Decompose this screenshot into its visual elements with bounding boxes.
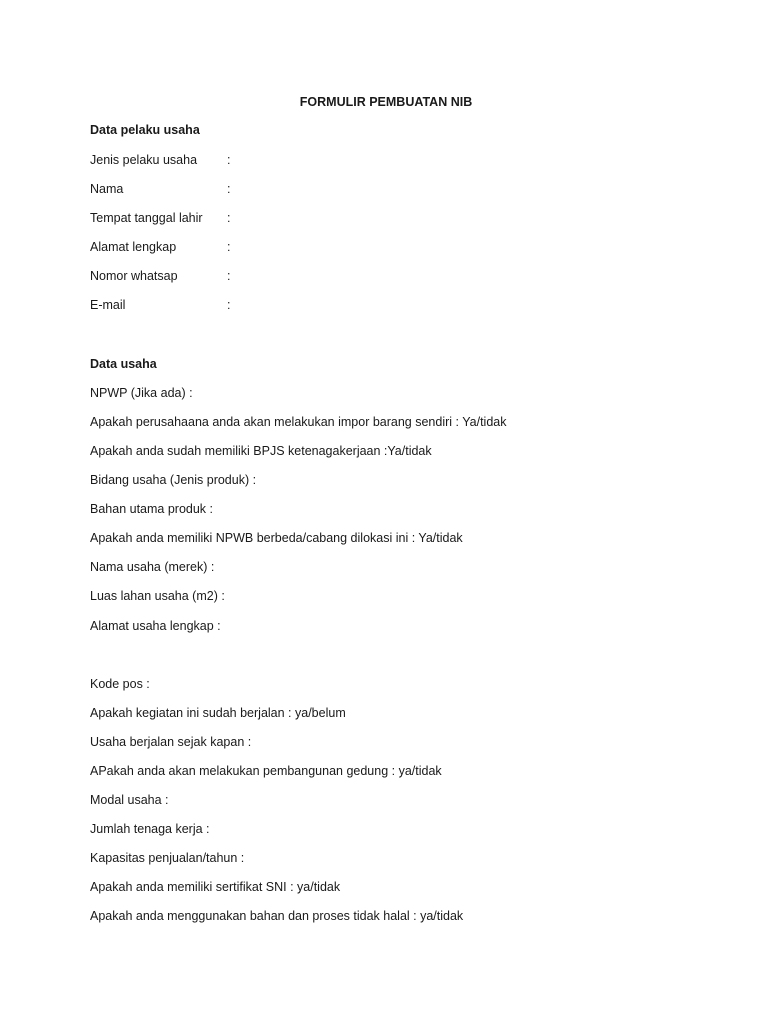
field-label: Nama (90, 182, 124, 196)
line-kode-pos: Kode pos : (90, 677, 150, 691)
line-berjalan-sejak: Usaha berjalan sejak kapan : (90, 735, 252, 749)
line-kegiatan-berjalan: Apakah kegiatan ini sudah berjalan : ya/belum (90, 706, 346, 720)
line-impor-barang: Apakah perusahaana anda akan melakukan impor barang sendiri : Ya/tidak (90, 415, 507, 429)
field-label: Jenis pelaku usaha (90, 153, 198, 167)
line-sertifikat-sni: Apakah anda memiliki sertifikat SNI : ya/tidak (90, 880, 341, 894)
line-tidak-halal: Apakah anda menggunakan bahan dan proses tidak halal : ya/tidak (90, 909, 464, 923)
field-separator: : (227, 240, 231, 254)
section-heading-data-usaha: Data usaha (90, 357, 157, 371)
line-alamat-usaha: Alamat usaha lengkap : (90, 619, 221, 633)
field-separator: : (227, 211, 231, 225)
line-luas-lahan: Luas lahan usaha (m2) : (90, 589, 225, 603)
field-separator: : (227, 182, 231, 196)
field-alamat-lengkap (90, 239, 230, 255)
field-label: Nomor whatsap (90, 269, 178, 283)
line-bidang-usaha: Bidang usaha (Jenis produk) : (90, 473, 257, 487)
line-modal-usaha: Modal usaha : (90, 793, 169, 807)
form-title: FORMULIR PEMBUATAN NIB (299, 95, 473, 109)
field-nama (90, 181, 230, 197)
section-heading-pelaku-usaha: Data pelaku usaha (90, 123, 200, 137)
field-email (90, 297, 230, 313)
field-label: Alamat lengkap (90, 240, 177, 254)
line-npwb-cabang: Apakah anda memiliki NPWB berbeda/cabang dilokasi ini : Ya/tidak (90, 531, 463, 545)
line-nama-usaha: Nama usaha (merek) : (90, 560, 215, 574)
field-separator: : (227, 269, 231, 283)
line-npwp: NPWP (Jika ada) : (90, 386, 193, 400)
field-label: Tempat tanggal lahir (90, 211, 203, 225)
field-label: E-mail (90, 298, 126, 312)
field-separator: : (227, 153, 231, 167)
line-pembangunan-gedung: APakah anda akan melakukan pembangunan gedung : ya/tidak (90, 764, 442, 778)
field-tempat-tanggal-lahir (90, 210, 230, 226)
line-bahan-utama: Bahan utama produk : (90, 502, 213, 516)
line-kapasitas-penjualan: Kapasitas penjualan/tahun : (90, 851, 245, 865)
line-bpjs: Apakah anda sudah memiliki BPJS ketenagakerjaan :Ya/tidak (90, 444, 432, 458)
line-tenaga-kerja: Jumlah tenaga kerja : (90, 822, 210, 836)
field-jenis-pelaku-usaha (90, 152, 230, 168)
field-nomor-whatsap (90, 268, 230, 284)
field-separator: : (227, 298, 231, 312)
